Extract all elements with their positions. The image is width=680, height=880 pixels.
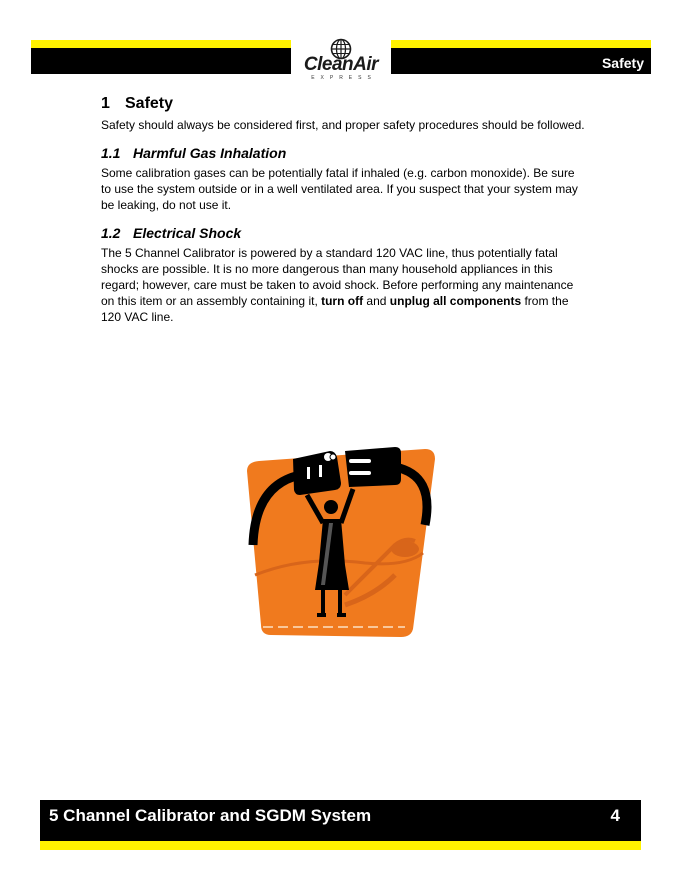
subsection-heading-shock (101, 225, 586, 241)
header-black-bar-left (31, 48, 291, 74)
figure-head (324, 500, 338, 514)
subsection-heading-gas (101, 145, 586, 161)
section-title: Safety (125, 95, 174, 112)
logo-subtitle: EXPRESS (311, 75, 377, 81)
bold-unplug: unplug all components (389, 294, 522, 308)
footer-title: 5 Channel Calibrator and SGDM System (49, 806, 372, 825)
shock-text-part: from the 120 VAC line. (101, 294, 569, 324)
subsection-title: Electrical Shock (133, 225, 242, 241)
header-yellow-bar-right (391, 40, 651, 48)
page-number: 4 (610, 806, 620, 825)
section-heading (101, 95, 586, 113)
header-yellow-bar-left (31, 40, 291, 48)
subsection-text-gas: Some calibration gases can be potentially fatal if inhaled (e.g. carbon monoxide). Be sure to use the system outside or in a well ventilated area. If you suspect that your system may be leaking, do not use it. (101, 166, 578, 212)
shock-text-part: The 5 Channel Calibrator is powered by a standard 120 VAC line, thus potentially fatal shocks are possible. It is no more dangerous than many household appliances in this regard; however, care must be taken to avoid shock. Before performing any maintenance on this item or an assembly containing it, (101, 246, 574, 308)
electrical-plug-illustration (245, 445, 437, 639)
section-number: 1 (101, 95, 110, 112)
document-body (101, 95, 586, 325)
subsection-title: Harmful Gas Inhalation (133, 145, 287, 161)
subsection-text-shock (101, 245, 586, 325)
subsection-number: 1.2 (101, 225, 121, 241)
bold-turn-off: turn off (321, 294, 364, 308)
header-section-label: Safety (601, 55, 644, 71)
shock-text-part: and (363, 294, 390, 308)
section-intro: Safety should always be considered first, and proper safety procedures should be followed. (101, 118, 585, 132)
plug-right (345, 447, 401, 487)
logo-name: CleanAir (303, 54, 379, 75)
cleanair-logo (298, 38, 384, 84)
subsection-number: 1.1 (101, 145, 121, 161)
footer-yellow-bar (40, 841, 641, 850)
